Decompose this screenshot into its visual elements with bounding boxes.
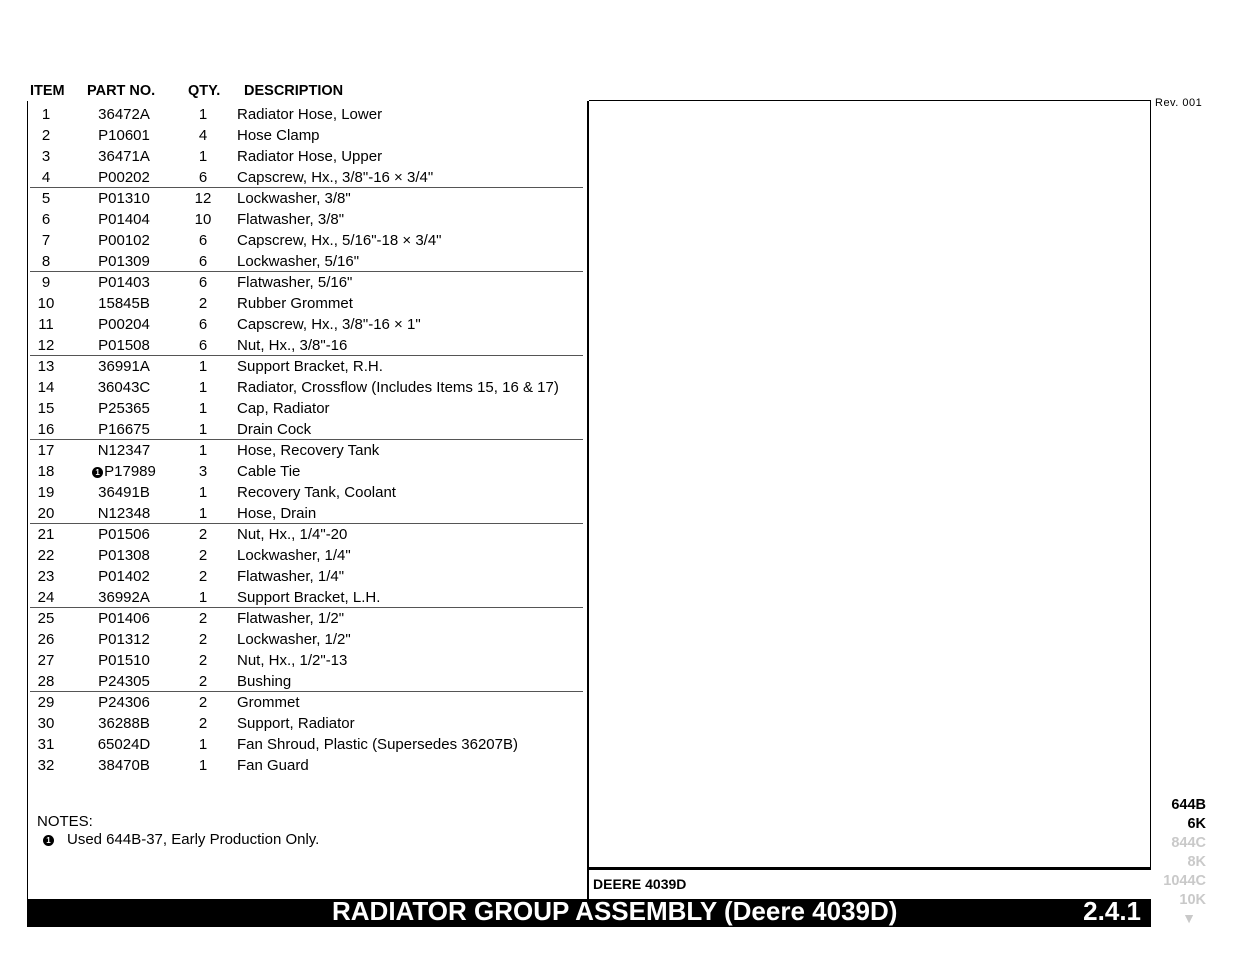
table-row [30,377,583,398]
table-row [30,125,583,146]
part-number: P01406 [98,610,150,627]
header-description: DESCRIPTION [244,83,344,99]
quantity: 2 [198,652,208,669]
item-number: 17 [37,442,55,459]
model-link[interactable]: 1044C [1163,873,1206,889]
part-number: P01402 [98,568,150,585]
table-row [30,734,583,755]
description: Hose Clamp [237,127,320,144]
notes-title: NOTES: [37,813,93,830]
item-number: 11 [38,316,54,333]
quantity: 1 [198,442,208,459]
description: Radiator Hose, Upper [237,148,383,165]
quantity: 2 [198,610,208,627]
description: Lockwasher, 3/8" [237,190,351,207]
description: Support Bracket, L.H. [237,589,381,606]
quantity: 2 [198,631,208,648]
item-number: 22 [37,547,55,564]
part-number: 36991A [98,358,150,375]
part-number: 36491B [98,484,150,501]
table-row [30,293,583,314]
part-number: 36043C [97,379,151,396]
item-number: 3 [41,148,51,165]
model-link[interactable]: 6K [1187,816,1206,832]
item-number: 26 [37,631,55,648]
part-number: P01508 [98,337,150,354]
illustration-frame [589,100,1151,870]
table-row [30,503,583,524]
item-number: 15 [37,400,55,417]
table-row [30,398,583,419]
quantity: 2 [198,295,208,312]
table-row [30,692,583,713]
part-number: P24305 [98,673,150,690]
description: Grommet [237,694,300,711]
item-number: 21 [37,526,55,543]
quantity: 2 [198,547,208,564]
down-triangle-icon[interactable]: ▼ [1182,910,1196,926]
section-number: 2.4.1 [1083,896,1141,926]
item-number: 20 [37,505,55,522]
description: Nut, Hx., 1/4"-20 [237,526,348,543]
item-number: 32 [37,757,55,774]
quantity: 2 [198,568,208,585]
part-number: P01403 [98,274,150,291]
quantity: 1 [198,736,208,753]
item-number: 28 [37,673,55,690]
quantity: 1 [198,379,208,396]
table-row [30,146,583,167]
quantity: 1 [198,148,208,165]
model-list [1163,796,1206,926]
description: Fan Guard [237,757,309,774]
item-number: 2 [41,127,51,144]
part-number: P00202 [98,169,150,186]
description: Nut, Hx., 1/2"-13 [237,652,348,669]
description: Capscrew, Hx., 3/8"-16 × 1" [237,316,421,333]
item-number: 27 [37,652,55,669]
table-row [30,188,583,209]
note-text: Used 644B-37, Early Production Only. [67,831,320,848]
description: Drain Cock [237,421,312,438]
part-number: P10601 [98,127,150,144]
description: Capscrew, Hx., 5/16"-18 × 3/4" [237,232,442,249]
quantity: 1 [198,400,208,417]
part-number: 36992A [98,589,150,606]
item-number: 31 [37,736,55,753]
part-number: 1 P17989 [88,461,160,482]
header-item: ITEM [30,83,65,99]
table-row [30,524,583,545]
part-number: P01404 [98,211,150,228]
item-number: 25 [37,610,55,627]
item-number: 12 [37,337,55,354]
item-number: 14 [37,379,55,396]
item-number: 19 [37,484,55,501]
quantity: 2 [198,526,208,543]
description: Lockwasher, 1/2" [237,631,351,648]
note-marker-icon: 1 [92,467,103,478]
table-row [30,440,583,461]
item-number: 16 [37,421,55,438]
item-number: 8 [41,253,51,270]
quantity: 1 [198,757,208,774]
part-number: N12347 [97,442,151,459]
quantity: 6 [198,169,208,186]
quantity: 6 [198,274,208,291]
model-link[interactable]: 10K [1179,892,1206,908]
table-row [30,209,583,230]
part-number: 15845B [98,295,150,312]
note-item [43,831,319,848]
description: Flatwasher, 1/2" [237,610,345,627]
item-number: 1 [41,106,51,123]
description: Cable Tie [237,463,301,480]
part-number: 65024D [97,736,151,753]
item-number: 10 [37,295,55,312]
note-marker-icon: 1 [43,835,54,846]
revision-label: Rev. 001 [1155,97,1203,109]
quantity: 1 [198,505,208,522]
item-number: 24 [37,589,55,606]
quantity: 6 [198,337,208,354]
engine-label: DEERE 4039D [593,876,687,892]
title-bar [27,896,1151,927]
table-row [30,335,583,356]
description: Hose, Drain [237,505,317,522]
part-number: P00102 [98,232,150,249]
description: Cap, Radiator [237,400,330,417]
part-number: P24306 [98,694,150,711]
description: Lockwasher, 5/16" [237,253,360,270]
part-number: P25365 [98,400,150,417]
part-number: P01312 [98,631,150,648]
part-number: 38470B [98,757,150,774]
quantity: 6 [198,316,208,333]
quantity: 1 [198,589,208,606]
table-row [30,230,583,251]
part-number: 36288B [98,715,150,732]
description: Support Bracket, R.H. [237,358,383,375]
table-row [30,251,583,272]
description: Fan Shroud, Plastic (Supersedes 36207B) [237,736,518,753]
model-link[interactable]: 644B [1171,797,1206,813]
part-number: 36472A [98,106,150,123]
parts-table [30,104,583,776]
table-row [30,167,583,188]
description: Nut, Hx., 3/8"-16 [237,337,348,354]
table-row [30,482,583,503]
quantity: 1 [198,358,208,375]
table-row [30,461,583,482]
table-row [30,650,583,671]
part-number: N12348 [97,505,151,522]
model-link[interactable]: 844C [1171,835,1206,851]
part-number: P16675 [98,421,150,438]
part-number: P01506 [98,526,150,543]
description: Bushing [237,673,292,690]
table-row [30,755,583,776]
description: Rubber Grommet [237,295,353,312]
quantity: 2 [198,715,208,732]
description: Capscrew, Hx., 3/8"-16 × 3/4" [237,169,434,186]
quantity: 4 [198,127,208,144]
item-number: 7 [41,232,51,249]
item-number: 18 [37,463,55,480]
description: Recovery Tank, Coolant [237,484,396,501]
header-qty: QTY. [188,83,221,99]
table-row [30,356,583,377]
part-number: P01310 [98,190,150,207]
quantity: 1 [198,421,208,438]
description: Flatwasher, 1/4" [237,568,345,585]
model-link[interactable]: 8K [1187,854,1206,870]
item-number: 23 [37,568,55,585]
description: Flatwasher, 3/8" [237,211,345,228]
item-number: 13 [37,358,55,375]
item-number: 30 [37,715,55,732]
description: Flatwasher, 5/16" [237,274,353,291]
page-title: RADIATOR GROUP ASSEMBLY (Deere 4039D) [332,896,898,926]
part-number: P01309 [98,253,150,270]
table-row [30,545,583,566]
item-number: 9 [41,274,51,291]
item-number: 29 [37,694,55,711]
description: Lockwasher, 1/4" [237,547,351,564]
description: Hose, Recovery Tank [237,442,380,459]
quantity: 6 [198,253,208,270]
quantity: 3 [198,463,208,480]
table-row [30,314,583,335]
table-row [30,104,583,125]
item-number: 6 [41,211,51,228]
quantity: 12 [194,190,212,207]
quantity: 2 [198,694,208,711]
description: Support, Radiator [237,715,355,732]
table-row [30,608,583,629]
table-row [30,566,583,587]
description: Radiator, Crossflow (Includes Items 15, 16 & 17) [237,379,559,396]
quantity: 1 [198,484,208,501]
header-part-no: PART NO. [87,83,156,99]
table-row [30,713,583,734]
quantity: 1 [198,106,208,123]
part-number: P01308 [98,547,150,564]
item-number: 5 [41,190,51,207]
part-number: P01510 [98,652,150,669]
table-row [30,629,583,650]
table-row [30,272,583,293]
part-number: 36471A [98,148,150,165]
quantity: 2 [198,673,208,690]
description: Radiator Hose, Lower [237,106,383,123]
table-row [30,587,583,608]
table-row [30,419,583,440]
quantity: 10 [194,211,212,228]
table-row [30,671,583,692]
part-number: P00204 [98,316,150,333]
item-number: 4 [41,169,51,186]
quantity: 6 [198,232,208,249]
